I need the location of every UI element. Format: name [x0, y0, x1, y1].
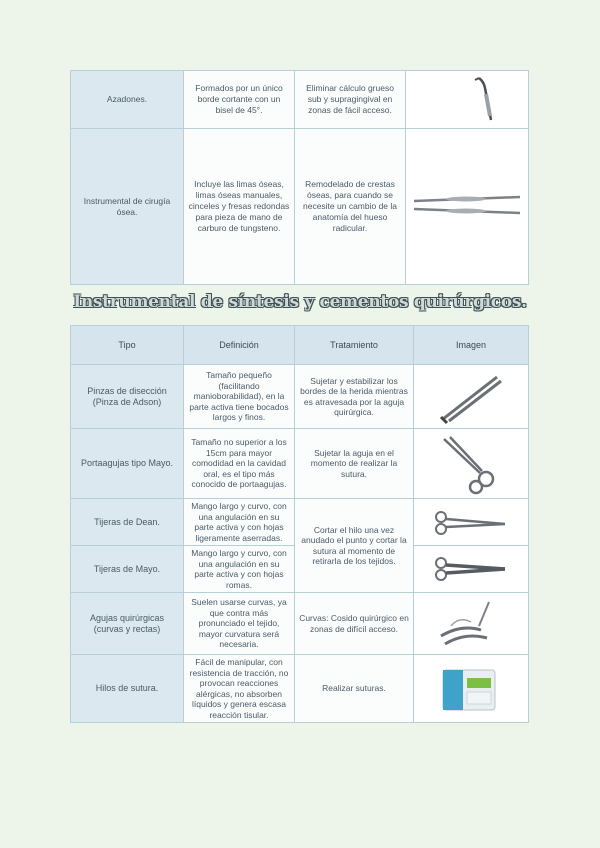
section-title: Instrumental de síntesis y cementos quirúrgicos.: [73, 292, 527, 312]
surgical-needles-image: [414, 593, 529, 655]
row-tratamiento: Curvas: Cosido quirúrgico en zonas de difícil acceso.: [295, 593, 414, 655]
row-tratamiento: Realizar suturas.: [295, 655, 414, 723]
header-tratamiento: Tratamiento: [295, 326, 414, 365]
table-header-row: [71, 326, 529, 365]
row-tipo: Instrumental de cirugía ósea.: [71, 129, 184, 285]
mayo-scissors-image: [414, 546, 529, 593]
synthesis-instrument-table: [70, 325, 529, 723]
row-definicion: Fácil de manipular, con resistencia de tracción, no provocan reacciones alérgicas, no absorben líquidos y genera escasa reacción tisular.: [184, 655, 295, 723]
row-tratamiento: Remodelado de crestas óseas, para cuando se necesite un cambio de la anatomía del hueso radicular.: [295, 129, 406, 285]
suture-package-image: [414, 655, 529, 723]
table-row: [71, 129, 529, 285]
top-instrument-table: [70, 70, 529, 285]
row-definicion: Tamaño no superior a los 15cm para mayor comodidad en la cavidad oral, es el tipo más conocido de portaagujas.: [184, 429, 295, 499]
table-row: [71, 655, 529, 723]
row-definicion: Incluye las limas óseas, limas óseas manuales, cinceles y fresas redondas para pieza de mano de carburo de tungsteno.: [184, 129, 295, 285]
table-row: [71, 365, 529, 429]
row-tipo: Tijeras de Mayo.: [71, 546, 184, 593]
needle-holder-image: [414, 429, 529, 499]
table-row: [71, 429, 529, 499]
row-definicion: Mango largo y curvo, con una angulación en su parte activa y con hojas romas.: [184, 546, 295, 593]
row-tipo: Portaagujas tipo Mayo.: [71, 429, 184, 499]
row-tratamiento: Sujetar la aguja en el momento de realizar la sutura.: [295, 429, 414, 499]
row-tipo: Tijeras de Dean.: [71, 499, 184, 546]
row-tipo: Pinzas de disección (Pinza de Adson): [71, 365, 184, 429]
header-tipo: Tipo: [71, 326, 184, 365]
row-tipo: Azadones.: [71, 71, 184, 129]
header-imagen: Imagen: [414, 326, 529, 365]
row-tipo: Hilos de sutura.: [71, 655, 184, 723]
hoe-image: [406, 71, 529, 129]
row-tratamiento: Eliminar cálculo grueso sub y supragingival en zonas de fácil acceso.: [295, 71, 406, 129]
bone-file-image: [406, 129, 529, 285]
adson-forceps-image: [414, 365, 529, 429]
dean-scissors-image: [414, 499, 529, 546]
header-definicion: Definición: [184, 326, 295, 365]
table-row: [71, 593, 529, 655]
scissors-tratamiento: Cortar el hilo una vez anudado el punto y cortar la sutura al momento de retirarla de los tejidos.: [295, 499, 414, 593]
row-tratamiento: Sujetar y estabilizar los bordes de la herida mientras es atravesada por la aguja quirúrgica.: [295, 365, 414, 429]
row-definicion: Suelen usarse curvas, ya que contra más pronunciado el tejido, mayor curvatura será necesaria.: [184, 593, 295, 655]
table-row: [71, 71, 529, 129]
row-definicion: Formados por un único borde cortante con un bisel de 45°.: [184, 71, 295, 129]
row-definicion: Mango largo y curvo, con una angulación en su parte activa y con hojas ligeramente aserradas.: [184, 499, 295, 546]
table-row: [71, 499, 529, 546]
row-tipo: Agujas quirúrgicas (curvas y rectas): [71, 593, 184, 655]
row-definicion: Tamaño pequeño (facilitando manioborabilidad), en la parte activa tiene bocados largos y finos.: [184, 365, 295, 429]
